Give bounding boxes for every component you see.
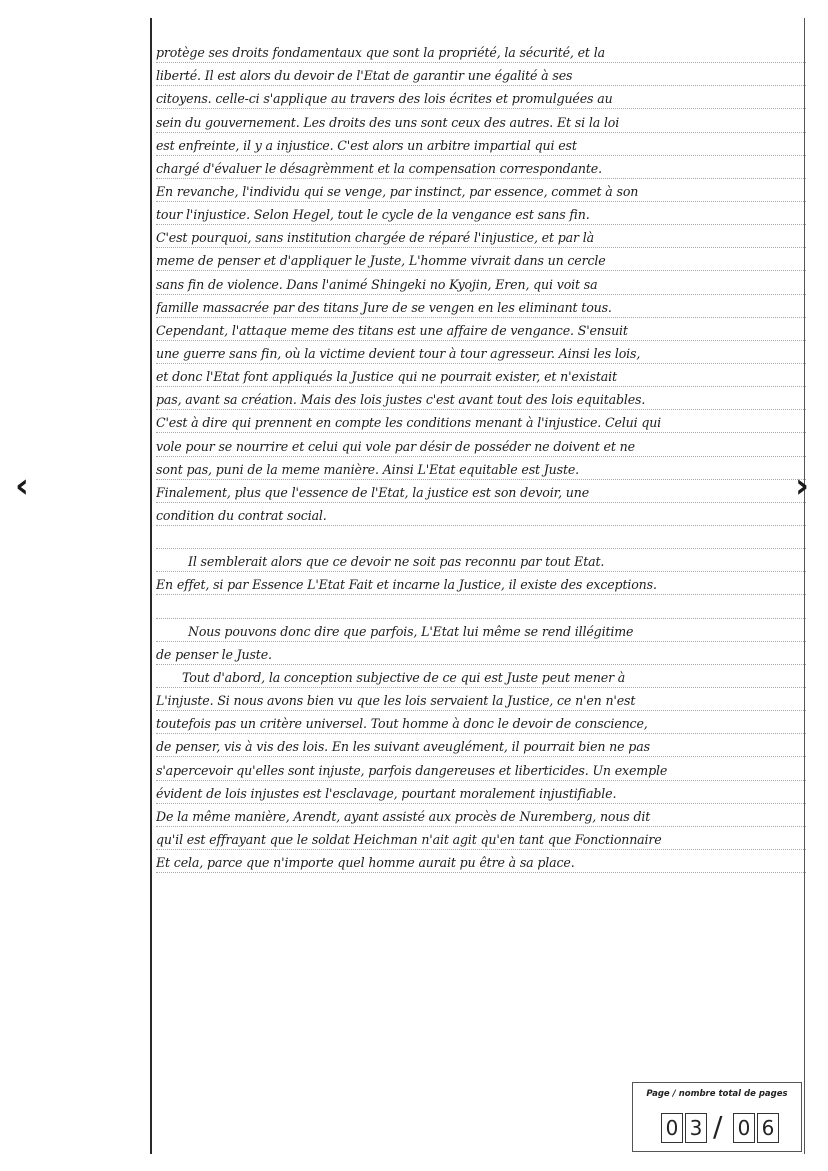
page-separator: / (713, 1110, 723, 1143)
text-line: de penser, vis à vis des lois. En les suivant aveuglément, il pourrait bien ne pas (156, 734, 806, 757)
text-line-blank (156, 526, 806, 549)
page-number-box (632, 1082, 802, 1152)
text-line: Tout d'abord, la conception subjective de ce qui est Juste peut mener à (156, 665, 806, 688)
text-line: sont pas, puni de la meme manière. Ainsi L'Etat equitable est Juste. (156, 457, 806, 480)
text-line: C'est à dire qui prennent en compte les conditions menant à l'injustice. Celui qui (156, 410, 806, 433)
text-line: famille massacrée par des titans Jure de se vengen en les eliminant tous. (156, 295, 806, 318)
text-line: qu'il est effrayant que le soldat Heichman n'ait agit qu'en tant que Fonctionnaire (156, 827, 806, 850)
text-line: Nous pouvons donc dire que parfois, L'Etat lui même se rend illégitime (156, 619, 806, 642)
text-line: vole pour se nourrire et celui qui vole par désir de posséder ne doivent et ne (156, 433, 806, 456)
previous-page-chevron-icon[interactable]: ‹ (14, 466, 29, 506)
text-line: meme de penser et d'appliquer le Juste, L'homme vivrait dans un cercle (156, 248, 806, 271)
text-line-blank (156, 595, 806, 618)
text-line: C'est pourquoi, sans institution chargée de réparé l'injustice, et par là (156, 225, 806, 248)
text-line: En effet, si par Essence L'Etat Fait et incarne la Justice, il existe des exceptions. (156, 572, 806, 595)
text-line: Il semblerait alors que ce devoir ne soit pas reconnu par tout Etat. (156, 549, 806, 572)
text-line: Cependant, l'attaque meme des titans est une affaire de vengance. S'ensuit (156, 318, 806, 341)
text-line: Finalement, plus que l'essence de l'Etat, la justice est son devoir, une (156, 480, 806, 503)
text-line: une guerre sans fin, où la victime devient tour à tour agresseur. Ainsi les lois, (156, 341, 806, 364)
text-line: En revanche, l'individu qui se venge, par instinct, par essence, commet à son (156, 179, 806, 202)
page-number-label: Page / nombre total de pages (646, 1089, 788, 1099)
text-line: De la même manière, Arendt, ayant assisté aux procès de Nuremberg, nous dit (156, 804, 806, 827)
current-page-digit: 0 (661, 1113, 683, 1143)
total-pages-digit: 6 (757, 1113, 779, 1143)
text-line: de penser le Juste. (156, 642, 806, 665)
handwritten-text-body (156, 40, 806, 873)
text-line: chargé d'évaluer le désagrèmment et la compensation correspondante. (156, 156, 806, 179)
text-line: pas, avant sa création. Mais des lois justes c'est avant tout des lois equitables. (156, 387, 806, 410)
text-line: et donc l'Etat font appliqués la Justice qui ne pourrait exister, et n'existait (156, 364, 806, 387)
text-line: est enfreinte, il y a injustice. C'est alors un arbitre impartial qui est (156, 133, 806, 156)
next-page-chevron-icon[interactable]: › (794, 466, 809, 506)
current-page-digit: 3 (685, 1113, 707, 1143)
text-line: s'apercevoir qu'elles sont injuste, parfois dangereuses et liberticides. Un exemple (156, 757, 806, 780)
text-line: condition du contrat social. (156, 503, 806, 526)
text-line: sans fin de violence. Dans l'animé Shingeki no Kyojin, Eren, qui voit sa (156, 271, 806, 294)
sheet-left-border (150, 18, 152, 1154)
total-pages-digit: 0 (733, 1113, 755, 1143)
text-line: sein du gouvernement. Les droits des uns sont ceux des autres. Et si la loi (156, 109, 806, 132)
text-line: L'injuste. Si nous avons bien vu que les lois servaient la Justice, ce n'en n'est (156, 688, 806, 711)
text-line: évident de lois injustes est l'esclavage, pourtant moralement injustifiable. (156, 781, 806, 804)
text-line: liberté. Il est alors du devoir de l'Etat de garantir une égalité à ses (156, 63, 806, 86)
text-line: citoyens. celle-ci s'applique au travers des lois écrites et promulguées au (156, 86, 806, 109)
text-line: toutefois pas un critère universel. Tout homme à donc le devoir de conscience, (156, 711, 806, 734)
text-line: tour l'injustice. Selon Hegel, tout le cycle de la vengance est sans fin. (156, 202, 806, 225)
text-line: protège ses droits fondamentaux que sont la propriété, la sécurité, et la (156, 40, 806, 63)
text-line: Et cela, parce que n'importe quel homme aurait pu être à sa place. (156, 850, 806, 873)
